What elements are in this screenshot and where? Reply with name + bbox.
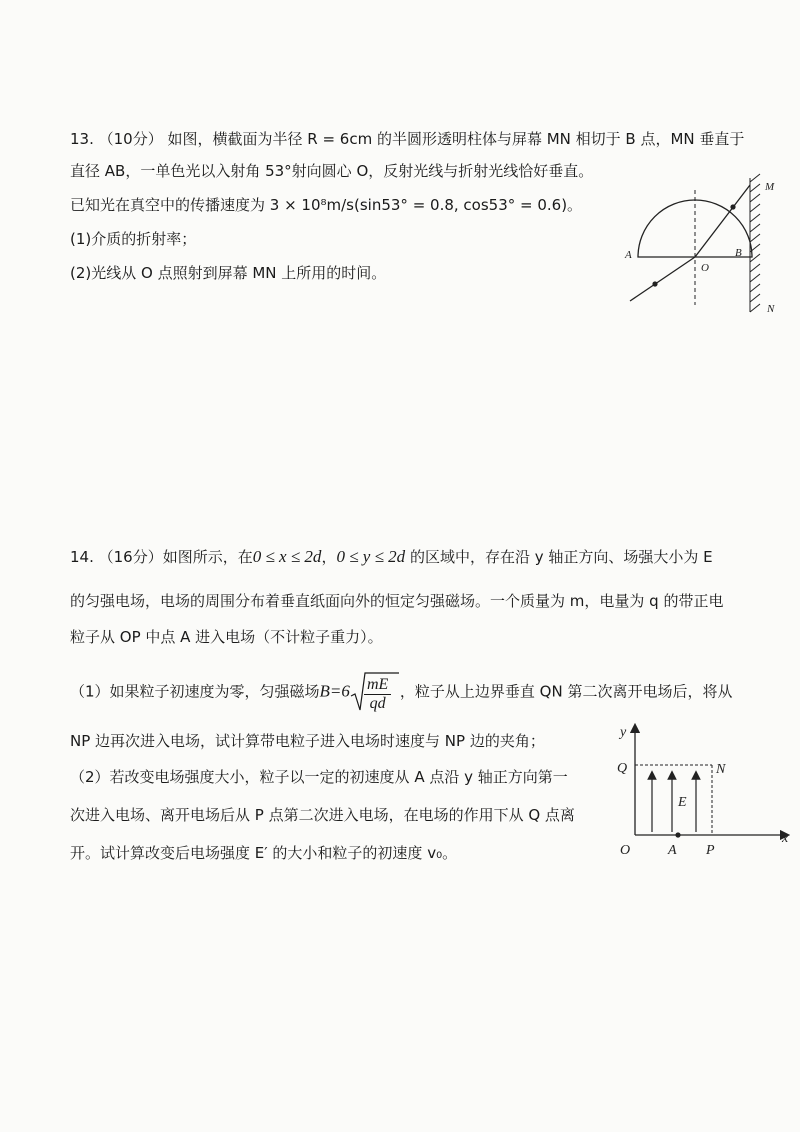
q14-label-x: x	[782, 831, 789, 846]
q14-line-3: 粒子从 OP 中点 A 进入电场（不计粒子重力）。	[70, 628, 383, 646]
q14-label-e: E	[678, 795, 687, 810]
q13-label-b: B	[735, 247, 742, 259]
q13-figure	[615, 170, 790, 320]
q14-figure	[600, 720, 795, 865]
q13-label-m: M	[765, 181, 775, 193]
q14-line-8: 开。试计算改变后电场强度 E′ 的大小和粒子的初速度 v₀。	[70, 844, 458, 862]
q13-sub-1: (1)介质的折射率；	[70, 230, 197, 248]
q13-label-a: A	[625, 249, 632, 261]
q14-label-n: N	[716, 762, 726, 777]
q14-label-a: A	[668, 843, 677, 858]
q13-label-n: N	[767, 303, 775, 315]
q14-ineq-x: 0 ≤ x ≤ 2d	[252, 547, 322, 566]
frac-denominator: qd	[369, 695, 386, 712]
q14-line-4c: ，粒子从上边界垂直 QN 第二次离开电场后，将从	[399, 682, 733, 701]
q14-line-1	[70, 546, 713, 568]
q14-label-q: Q	[617, 761, 628, 776]
q14-line-1b: 的区域中，存在沿 y 轴正方向、场强大小为 E	[409, 548, 713, 566]
q14-line-4	[70, 670, 732, 714]
q14-label-y: y	[620, 725, 627, 740]
q13-line-2: 直径 AB，一单色光以入射角 53°射向圆心 O，反射光线与折射光线恰好垂直。	[70, 162, 594, 180]
q14-line-5: NP 边再次进入电场，试计算带电粒子进入电场时速度与 NP 边的夹角；	[70, 732, 545, 750]
q14-line-1a: 14. （16分）如图所示，在	[70, 548, 253, 566]
q14-line-7: 次进入电场、离开电场后从 P 点第二次进入电场，在电场的作用下从 Q 点离	[70, 806, 575, 824]
q14-ineq-y: 0 ≤ y ≤ 2d	[336, 547, 406, 566]
q14-label-p: P	[706, 843, 715, 858]
q13-line-3: 已知光在真空中的传播速度为 3 × 10⁸m/s(sin53° = 0.8, cos53° = 0.6)。	[70, 196, 583, 214]
q14-b-eq: B=6	[319, 681, 350, 701]
q14-line-2: 的匀强电场，电场的周围分布着垂直纸面向外的恒定匀强磁场。一个质量为 m，电量为 q 的带正电	[70, 592, 724, 610]
q13-label-o: O	[701, 262, 709, 274]
q13-sub-2: (2)光线从 O 点照射到屏幕 MN 上所用的时间。	[70, 264, 387, 282]
q14-line-4a: （1）如果粒子初速度为零，匀强磁场	[70, 682, 320, 701]
q13-line-1: 13. （10分） 如图，横截面为半径 R = 6cm 的半圆形透明柱体与屏幕 MN 相切于 B 点，MN 垂直于	[70, 130, 745, 148]
q14-sqrt	[350, 670, 400, 714]
q14-sep: ，	[321, 548, 337, 566]
frac-numerator: mE	[364, 676, 391, 695]
q14-label-o: O	[620, 843, 631, 858]
sqrt-radical-icon	[350, 670, 400, 714]
q14-line-6: （2）若改变电场强度大小，粒子以一定的初速度从 A 点沿 y 轴正方向第一	[70, 768, 568, 786]
